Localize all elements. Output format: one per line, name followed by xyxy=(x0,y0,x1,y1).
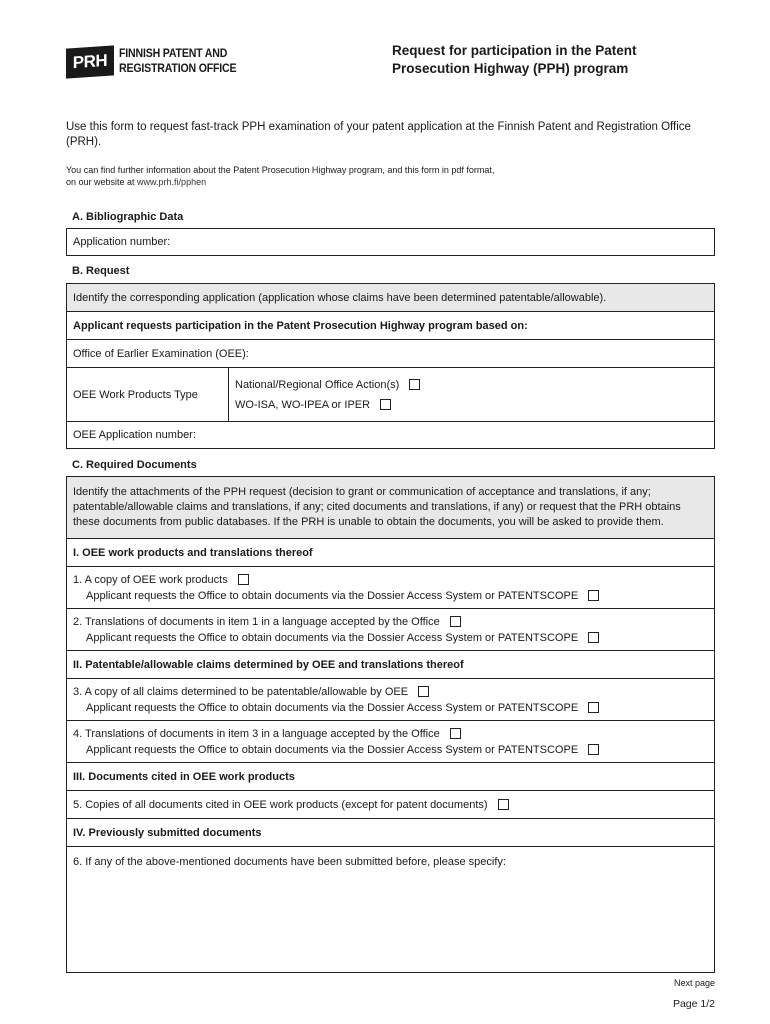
application-number-field[interactable] xyxy=(67,229,714,255)
next-page-label: Next page xyxy=(673,978,715,988)
item1-label: 1. A copy of OEE work products xyxy=(73,573,228,586)
org-name-line2: REGISTRATION OFFICE xyxy=(119,63,237,75)
item5-checkbox[interactable] xyxy=(498,799,509,810)
org-name xyxy=(119,47,236,77)
section-c-box xyxy=(66,476,715,973)
intro-text: Use this form to request fast-track PPH examination of your patent application at the Finnish Patent and Registration Office (PRH). xyxy=(66,121,691,148)
prh-logo xyxy=(66,47,247,77)
applicant-requests-row xyxy=(67,312,714,340)
group3-heading-row xyxy=(67,763,714,791)
item3-dossier-line xyxy=(73,702,714,714)
website-link[interactable]: www.prh.fi/pphen xyxy=(137,177,207,187)
document-title xyxy=(392,42,712,78)
item1-dossier-line xyxy=(73,590,714,602)
identify-application-text: Identify the corresponding application (application whose claims have been determined patentable/allowable). xyxy=(73,291,607,304)
item1-row xyxy=(67,567,714,609)
item4-checkbox[interactable] xyxy=(450,728,461,739)
item6-label: 6. If any of the above-mentioned documents have been submitted before, please specify: xyxy=(73,856,506,868)
group2-heading-row xyxy=(67,651,714,679)
info-line2 xyxy=(66,176,706,188)
group1-heading: I. OEE work products and translations thereof xyxy=(73,546,313,559)
section-a-box xyxy=(66,228,715,256)
document-title-line2: Prosecution Highway (PPH) program xyxy=(392,61,629,76)
oee-label: Office of Earlier Examination (OEE): xyxy=(73,347,249,360)
group3-heading: III. Documents cited in OEE work products xyxy=(73,770,295,783)
prh-logo-mark: PRH xyxy=(66,45,114,78)
item3-label: 3. A copy of all claims determined to be patentable/allowable by OEE xyxy=(73,685,409,698)
item1-dossier-label: Applicant requests the Office to obtain documents via the Dossier Access System or PATENTSCOPE xyxy=(86,589,579,602)
page-number: Page 1/2 xyxy=(672,998,715,1010)
option-national-checkbox[interactable] xyxy=(409,379,420,390)
section-c-heading: C. Required Documents xyxy=(72,459,197,471)
section-a-heading: A. Bibliographic Data xyxy=(72,211,184,223)
oee-field[interactable] xyxy=(67,340,714,368)
item5-row xyxy=(67,791,714,819)
oee-work-products-options xyxy=(229,368,420,421)
group4-heading-row xyxy=(67,819,714,847)
oee-work-products-row xyxy=(67,368,714,422)
item4-label: 4. Translations of documents in item 3 in a language accepted by the Office xyxy=(73,727,440,740)
item1-checkbox[interactable] xyxy=(238,574,249,585)
item3-line xyxy=(73,686,714,698)
item2-row xyxy=(67,609,714,651)
option-wo-isa xyxy=(235,399,420,411)
applicant-requests-text: Applicant requests participation in the Patent Prosecution Highway program based on: xyxy=(73,319,528,332)
oee-application-number-label: OEE Application number: xyxy=(73,429,196,441)
identify-attachments-row xyxy=(67,477,714,539)
option-wo-label: WO-ISA, WO-IPEA or IPER xyxy=(235,398,371,411)
item5-label: 5. Copies of all documents cited in OEE work products (except for patent documents) xyxy=(73,798,488,811)
item2-label: 2. Translations of documents in item 1 in a language accepted by the Office xyxy=(73,615,440,628)
org-name-line1: FINNISH PATENT AND xyxy=(119,48,228,60)
item1-dossier-checkbox[interactable] xyxy=(588,590,599,601)
item1-line xyxy=(73,574,714,586)
section-b-heading: B. Request xyxy=(72,265,130,277)
group2-heading: II. Patentable/allowable claims determined by OEE and translations thereof xyxy=(73,658,464,671)
item4-dossier-checkbox[interactable] xyxy=(588,744,599,755)
item4-row xyxy=(67,721,714,763)
item2-dossier-checkbox[interactable] xyxy=(588,632,599,643)
info-line2-prefix: on our website at xyxy=(66,177,138,187)
item3-dossier-label: Applicant requests the Office to obtain documents via the Dossier Access System or PATENTSCOPE xyxy=(86,701,579,714)
identify-application-row xyxy=(67,284,714,312)
identify-attachments-text: Identify the attachments of the PPH request (decision to grant or communication of acceptance and translations, if any; patentable/allowable claims and translations, if any; cited documents and translations, if any) or request that the PRH obtains these documents from public databases. If the PRH is unable to obtain the documents, you will be asked to provide them. xyxy=(73,486,681,528)
info-line1: You can find further information about the Patent Prosecution Highway program, and this form in pdf format, xyxy=(66,165,495,175)
oee-application-number-field[interactable] xyxy=(67,422,714,448)
section-b-box xyxy=(66,283,715,449)
option-national-regional xyxy=(235,379,420,391)
item6-text-area[interactable] xyxy=(67,847,714,970)
item4-line xyxy=(73,728,714,740)
item2-dossier-line xyxy=(73,632,714,644)
group4-heading: IV. Previously submitted documents xyxy=(73,826,262,839)
item2-checkbox[interactable] xyxy=(450,616,461,627)
option-wo-checkbox[interactable] xyxy=(380,399,391,410)
item4-dossier-label: Applicant requests the Office to obtain documents via the Dossier Access System or PATENTSCOPE xyxy=(86,743,579,756)
item4-dossier-line xyxy=(73,744,714,756)
item3-checkbox[interactable] xyxy=(418,686,429,697)
document-title-line1: Request for participation in the Patent xyxy=(392,43,637,58)
oee-work-products-label: OEE Work Products Type xyxy=(67,368,229,421)
item2-line xyxy=(73,616,714,628)
item3-dossier-checkbox[interactable] xyxy=(588,702,599,713)
info-text xyxy=(66,164,706,188)
item3-row xyxy=(67,679,714,721)
application-number-label: Application number: xyxy=(73,236,171,248)
option-national-label: National/Regional Office Action(s) xyxy=(235,378,400,391)
group1-heading-row xyxy=(67,539,714,567)
item2-dossier-label: Applicant requests the Office to obtain documents via the Dossier Access System or PATENTSCOPE xyxy=(86,631,579,644)
